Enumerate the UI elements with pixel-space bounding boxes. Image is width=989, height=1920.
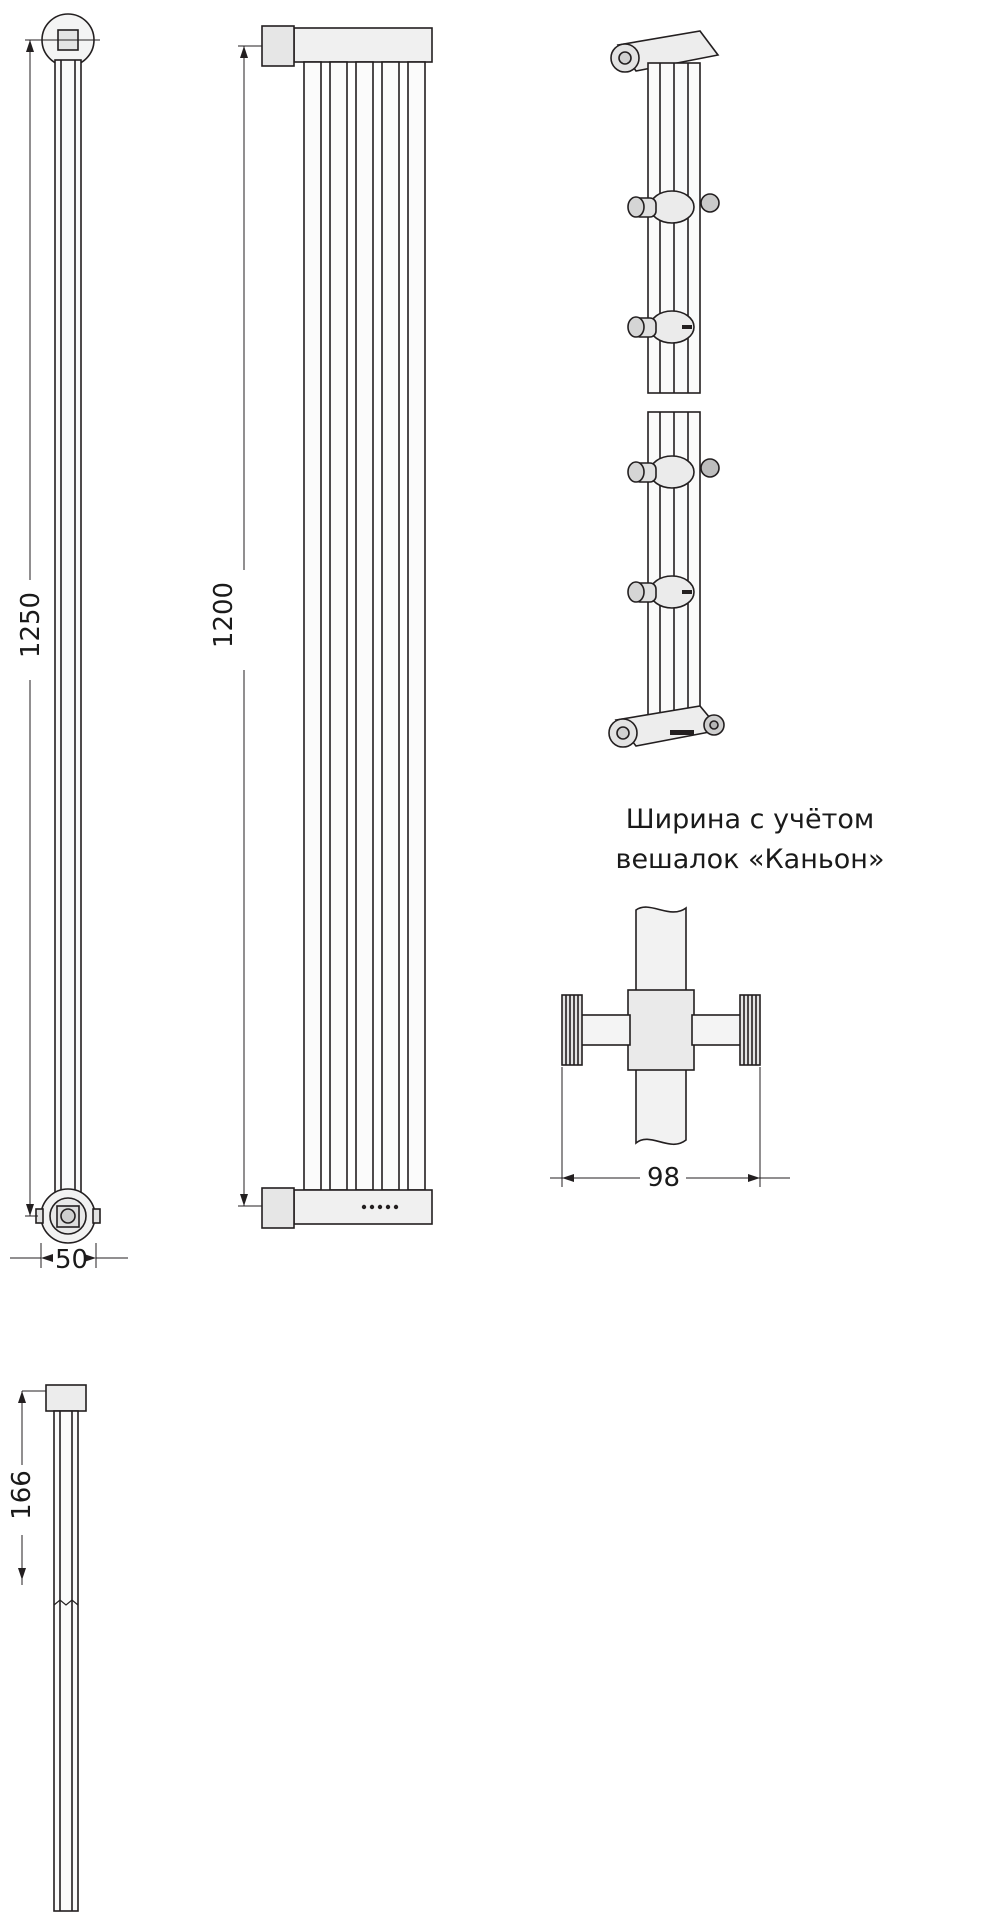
dimension-height-overall: 1250 [16, 591, 46, 659]
caption-line-1: Ширина с учётом [625, 804, 875, 835]
side-view [222, 10, 482, 1260]
caption-line-2: вешалок «Каньон» [615, 844, 885, 875]
dimension-width-with-hangers: 98 [647, 1163, 681, 1193]
dimension-connection-length: 166 [7, 1470, 37, 1520]
bottom-view [0, 1375, 200, 1915]
dimension-depth: 50 [55, 1245, 89, 1275]
width-detail-view [550, 895, 890, 1215]
detail-view-lower [600, 400, 780, 770]
dimension-height-heated: 1200 [209, 581, 239, 649]
detail-view-upper [600, 15, 780, 415]
